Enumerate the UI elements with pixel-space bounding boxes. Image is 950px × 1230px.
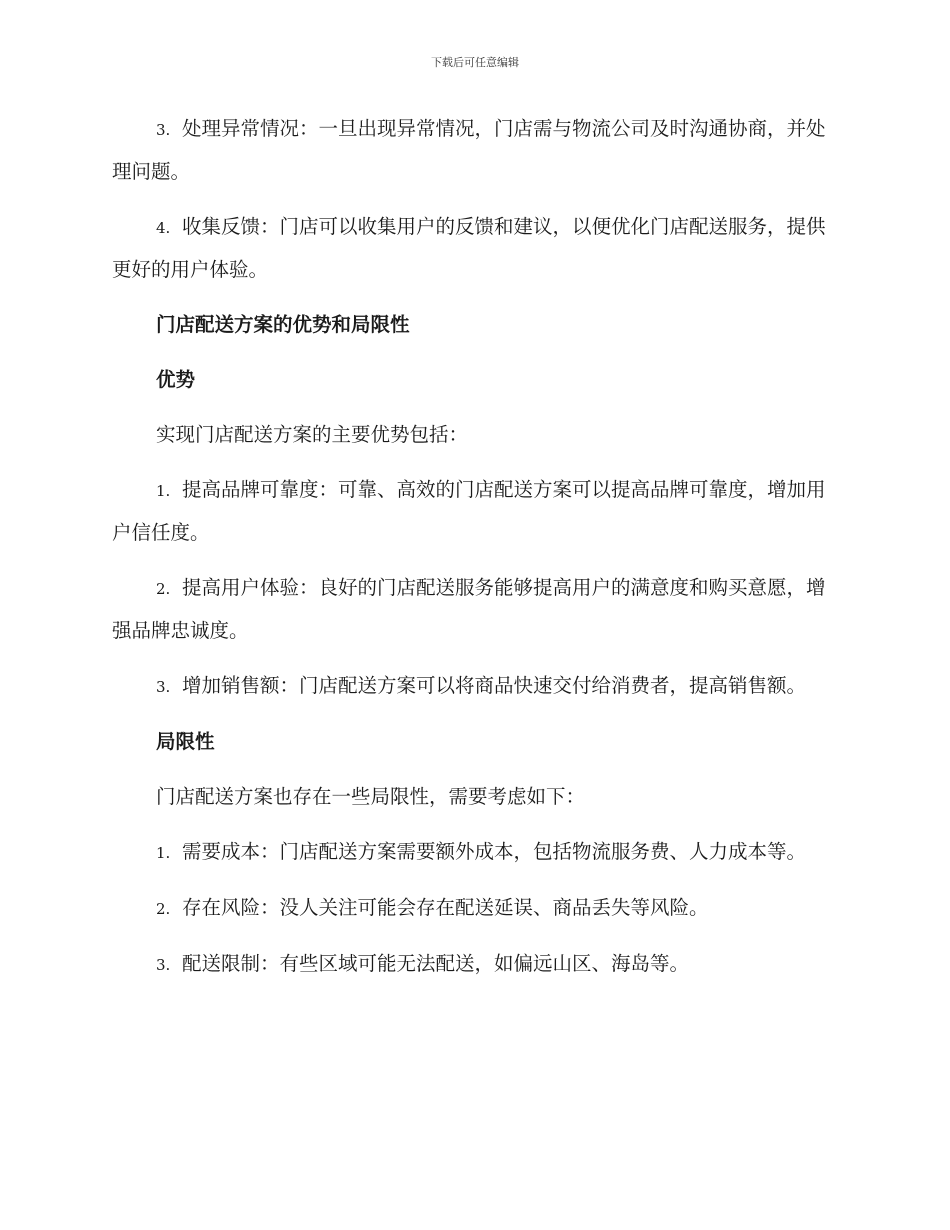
list-item-number: 3.: [156, 121, 171, 139]
page-header: 下载后可任意编辑: [431, 56, 519, 69]
list-item-text: 存在风险：没人关注可能会存在配送延误、商品丢失等风险。: [182, 896, 709, 919]
list-item-number: 3.: [156, 956, 171, 974]
list-item: [112, 206, 834, 291]
list-item-text: 收集反馈：门店可以收集用户的反馈和建议，以便优化门店配送服务，提供更好的用户体验。: [112, 215, 826, 281]
list-item-text: 配送限制：有些区域可能无法配送，如偏远山区、海岛等。: [182, 952, 690, 975]
list-item-text: 处理异常情况：一旦出现异常情况，门店需与物流公司及时沟通协商，并处理问题。: [112, 117, 826, 183]
list-item: [112, 887, 834, 930]
list-item: [112, 943, 834, 986]
list-item: [112, 469, 834, 554]
list-item-number: 1.: [156, 844, 171, 862]
subsection-heading-limitations: 局限性: [156, 730, 215, 753]
list-item: [112, 108, 834, 193]
limitations-intro: 门店配送方案也存在一些局限性，需要考虑如下：: [156, 785, 586, 808]
list-item-text: 提高用户体验：良好的门店配送服务能够提高用户的满意度和购买意愿，增强品牌忠诚度。: [112, 576, 826, 642]
list-item-number: 2.: [156, 900, 171, 918]
list-item: [112, 567, 834, 652]
list-item-text: 需要成本：门店配送方案需要额外成本，包括物流服务费、人力成本等。: [182, 840, 807, 863]
subsection-heading-advantages: 优势: [156, 368, 196, 391]
list-item-number: 2.: [156, 580, 171, 598]
list-item-text: 增加销售额：门店配送方案可以将商品快速交付给消费者，提高销售额。: [182, 674, 807, 697]
list-item: [112, 831, 834, 874]
list-item-text: 提高品牌可靠度：可靠、高效的门店配送方案可以提高品牌可靠度，增加用户信任度。: [112, 478, 826, 544]
document-body: [112, 108, 834, 999]
advantages-intro: 实现门店配送方案的主要优势包括：: [156, 423, 469, 446]
list-item: [112, 665, 834, 708]
list-item-number: 1.: [156, 482, 171, 500]
list-item-number: 3.: [156, 678, 171, 696]
section-heading: 门店配送方案的优势和局限性: [156, 313, 410, 336]
list-item-number: 4.: [156, 219, 171, 237]
